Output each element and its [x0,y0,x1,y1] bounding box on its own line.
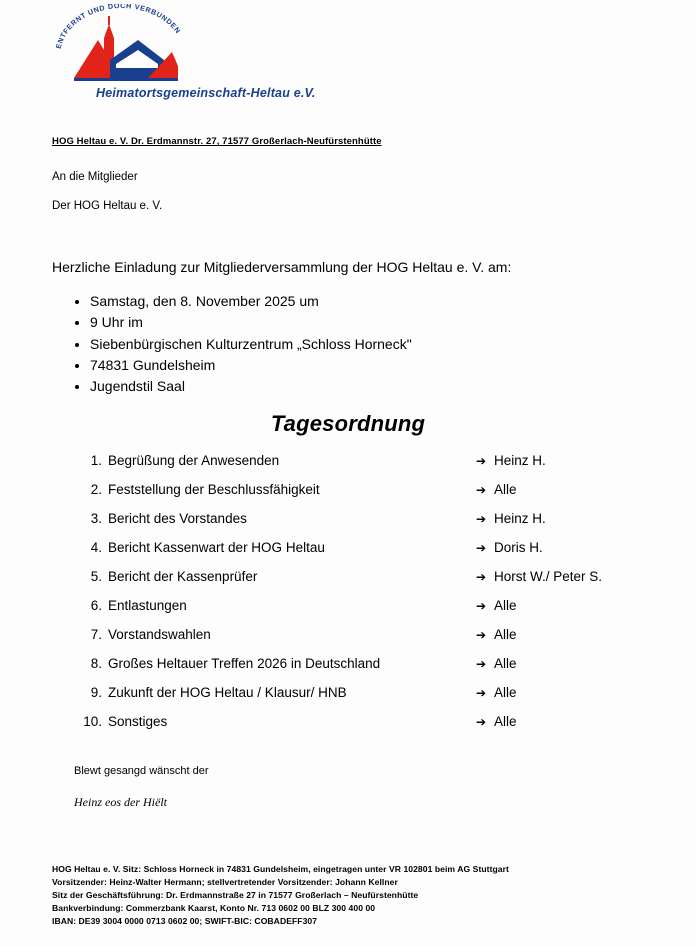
agenda-topic: Bericht Kassenwart der HOG Heltau [108,540,325,556]
agenda-responsible: Alle [494,656,517,672]
letterhead [52,0,644,118]
footer-line-2: Vorsitzender: Heinz-Walter Hermann; stellvertretender Vorsitzender: Johann Kellner [52,876,398,887]
footer-line-5: IBAN: DE39 3004 0000 0713 0602 00; SWIFT-BIC: COBADEFF307 [52,915,318,926]
agenda-number: 7. [90,627,102,643]
arrow-icon: ➔ [476,715,487,730]
agenda-row [76,482,644,511]
agenda-row [76,656,644,685]
agenda-topic: Zukunft der HOG Heltau / Klausur/ HNB [108,685,347,701]
agenda-topic: Bericht der Kassenprüfer [108,569,258,585]
recipient-line-2: Der HOG Heltau e. V. [52,200,163,213]
agenda-topic: Sonstiges [108,714,168,730]
arrow-icon: ➔ [476,570,487,585]
agenda-number: 9. [90,685,102,701]
agenda-responsible: Heinz H. [494,511,546,527]
agenda-row [76,453,644,482]
list-item: • Siebenbürgischen Kulturzentrum „Schloss Horneck" [90,334,644,355]
agenda-responsible: Heinz H. [494,453,546,469]
agenda-responsible: Doris H. [494,540,543,556]
agenda-topic: Entlastungen [108,598,187,614]
svg-text:ENTFERNT UND DOCH VERBUNDEN: ENTFERNT UND DOCH VERBUNDEN [53,4,183,50]
agenda-heading: Tagesordnung [270,411,426,437]
agenda-responsible: Alle [494,714,517,730]
arrow-icon: ➔ [476,483,487,498]
arrow-icon: ➔ [476,541,487,556]
footer-line-1: HOG Heltau e. V. Sitz: Schloss Horneck in 74831 Gundelsheim, eingetragen unter VR 102801 beim AG Stuttgart [52,863,509,874]
agenda-number: 3. [90,511,102,527]
logo-svg [52,4,192,96]
arrow-icon: ➔ [476,454,487,469]
arrow-icon: ➔ [476,599,487,614]
footer-line-4: Bankverbindung: Commerzbank Kaarst, Konto Nr. 713 0602 00 BLZ 300 400 00 [52,902,376,913]
agenda-responsible: Alle [494,598,517,614]
arrow-icon: ➔ [476,512,487,527]
closing-greeting: Blewt gesangd wänscht der [74,765,209,778]
agenda-row [76,714,644,743]
arrow-icon: ➔ [476,657,487,672]
agenda-row [76,627,644,656]
organization-name: Heimatortsgemeinschaft-Heltau e.V. [96,86,316,100]
agenda-row [76,598,644,627]
agenda-number: 6. [90,598,102,614]
footer-line-3: Sitz der Geschäftsführung: Dr. Erdmannstraße 27 in 71577 Großerlach – Neufürstenhütte [52,889,419,900]
agenda-responsible: Alle [494,482,517,498]
sender-address-line: HOG Heltau e. V. Dr. Erdmannstr. 27, 71577 Großerlach-Neufürstenhütte [52,136,382,147]
agenda-topic: Bericht des Vorstandes [108,511,247,527]
list-item: • 9 Uhr im [90,312,644,333]
list-item: • 74831 Gundelsheim [90,355,644,376]
arrow-icon: ➔ [476,686,487,701]
agenda-number: 8. [90,656,102,672]
agenda-row [76,540,644,569]
event-details-list [52,291,644,397]
invitation-intro: Herzliche Einladung zur Mitgliederversammlung der HOG Heltau e. V. am: [52,258,512,275]
document-footer [52,863,656,928]
agenda-responsible: Alle [494,627,517,643]
agenda-number: 2. [90,482,102,498]
hog-heltau-logo [52,4,192,96]
agenda-row [76,511,644,540]
agenda-list [52,453,644,743]
agenda-number: 5. [90,569,102,585]
recipient-line-1: An die Mitglieder [52,171,138,183]
agenda-row [76,685,644,714]
agenda-number: 1. [90,453,102,469]
list-item: • Samstag, den 8. November 2025 um [90,291,644,312]
agenda-topic: Feststellung der Beschlussfähigkeit [108,482,320,498]
agenda-number: 10. [83,714,102,730]
agenda-topic: Vorstandswahlen [108,627,211,643]
agenda-number: 4. [90,540,102,556]
agenda-topic: Begrüßung der Anwesenden [108,453,280,469]
list-item: • Jugendstil Saal [90,376,644,397]
recipient-block [52,169,644,216]
agenda-topic: Großes Heltauer Treffen 2026 in Deutschland [108,656,381,672]
agenda-responsible: Horst W./ Peter S. [494,569,603,585]
agenda-responsible: Alle [494,685,517,701]
agenda-row [76,569,644,598]
signature-line: Heinz eos der Hiëlt [74,795,167,810]
arrow-icon: ➔ [476,628,487,643]
